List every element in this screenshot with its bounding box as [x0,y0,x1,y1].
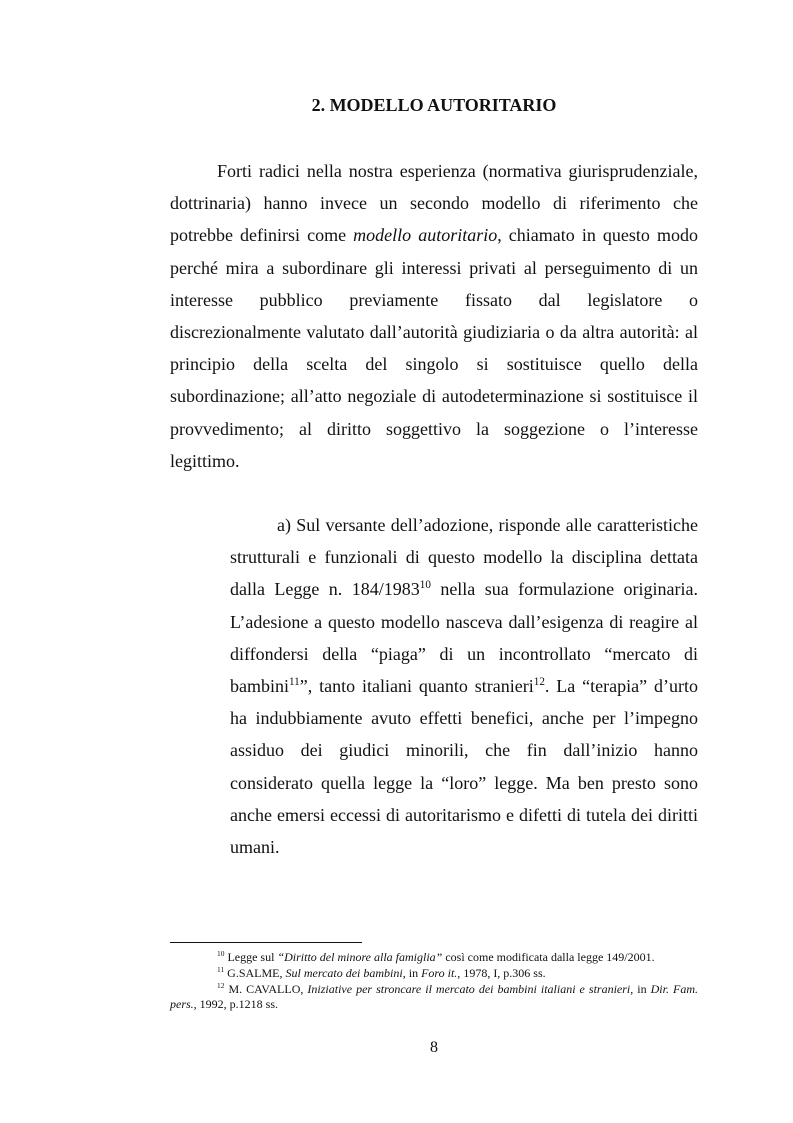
paragraph1-emphasis: modello autoritario [353,225,498,246]
paragraph1-text-1: Forti radici nella nostra esperienza (normativa giurisprudenziale, dottrinaria) hanno invece un secondo modello di riferimento che potrebbe definirsi come [170,161,698,246]
footnote-source: Dir. Fam. pers., [170,981,698,1012]
paragraph1-text-2: , chiamato in questo modo perché mira a subordinare gli interessi privati al perseguimento di un interesse pubblico previamente fissato dal legislatore o discrezionalmente valutato dall’autorità giudiziaria o da altra autorità: al principio della scelta del singolo si sostituisce quello della subordinazione; all’atto negoziale di autodeterminazione si sostituisce il provvedimento; al diritto soggettivo la soggezione o l’interesse legittimo. [170,225,698,471]
footnote-ref-11[interactable]: 11 [289,676,300,689]
footnote-text: così come modificata dalla legge 149/2001. [442,950,655,964]
footnote-ref-12[interactable]: 12 [533,676,545,689]
paragraph-modello-autoritario [170,155,698,477]
footnotes [170,950,698,1013]
paragraph2-text-4: . La “terapia” d’urto ha indubbiamente avuto effetti benefici, anche per l’impegno assiduo dei giudici minorili, che fin dall’inizio hanno considerato quella legge la “loro” legge. Ma ben presto sono anche emersi eccessi di autoritarismo e difetti di tutela dei diritti umani. [230,676,698,858]
paragraph2-text-2: nella sua formulazione originaria. L’adesione a questo modello nasceva dall’esigenza di reagire al diffondersi della “piaga” di un incontrollato “mercato di bambini [230,579,698,697]
paragraph2-text-1: a) Sul versante dell’adozione, risponde alle caratteristiche strutturali e funzionali di questo modello la disciplina dettata dalla Legge n. 184/1983 [230,515,698,600]
footnote-text: G.SALME, [224,965,286,980]
footnote-source: Foro it., [421,965,461,980]
footnote-text: , in [630,981,651,996]
footnote-title: Iniziative per stroncare il mercato dei bambini italiani e stranieri [307,981,631,996]
footnote-text: 1978, I, p.306 ss. [460,965,546,980]
footnote-12 [170,982,698,1014]
page-number: 8 [430,1039,438,1056]
footnote-title: “Diritto del minore alla famiglia” [277,950,443,964]
section-heading: 2. MODELLO AUTORITARIO [311,95,557,115]
paragraph-adozione [230,509,698,863]
footnote-text: Legge sul [224,950,278,964]
footnote-number: 10 [217,949,225,958]
footnote-11 [170,966,698,982]
footnote-text: M. CAVALLO, [224,981,308,996]
footnote-text: 1992, p.1218 ss. [196,997,279,1012]
paragraph2-text-3: ”, tanto italiani quanto stranieri [299,676,534,697]
footnote-number: 12 [217,980,225,990]
footnote-text: , in [402,965,422,980]
footnote-10 [170,950,698,966]
footnote-ref-10[interactable]: 10 [419,579,431,592]
footnote-separator [170,942,362,943]
footnote-title: Sul mercato dei bambini [285,965,403,980]
footnote-number: 11 [217,964,225,974]
